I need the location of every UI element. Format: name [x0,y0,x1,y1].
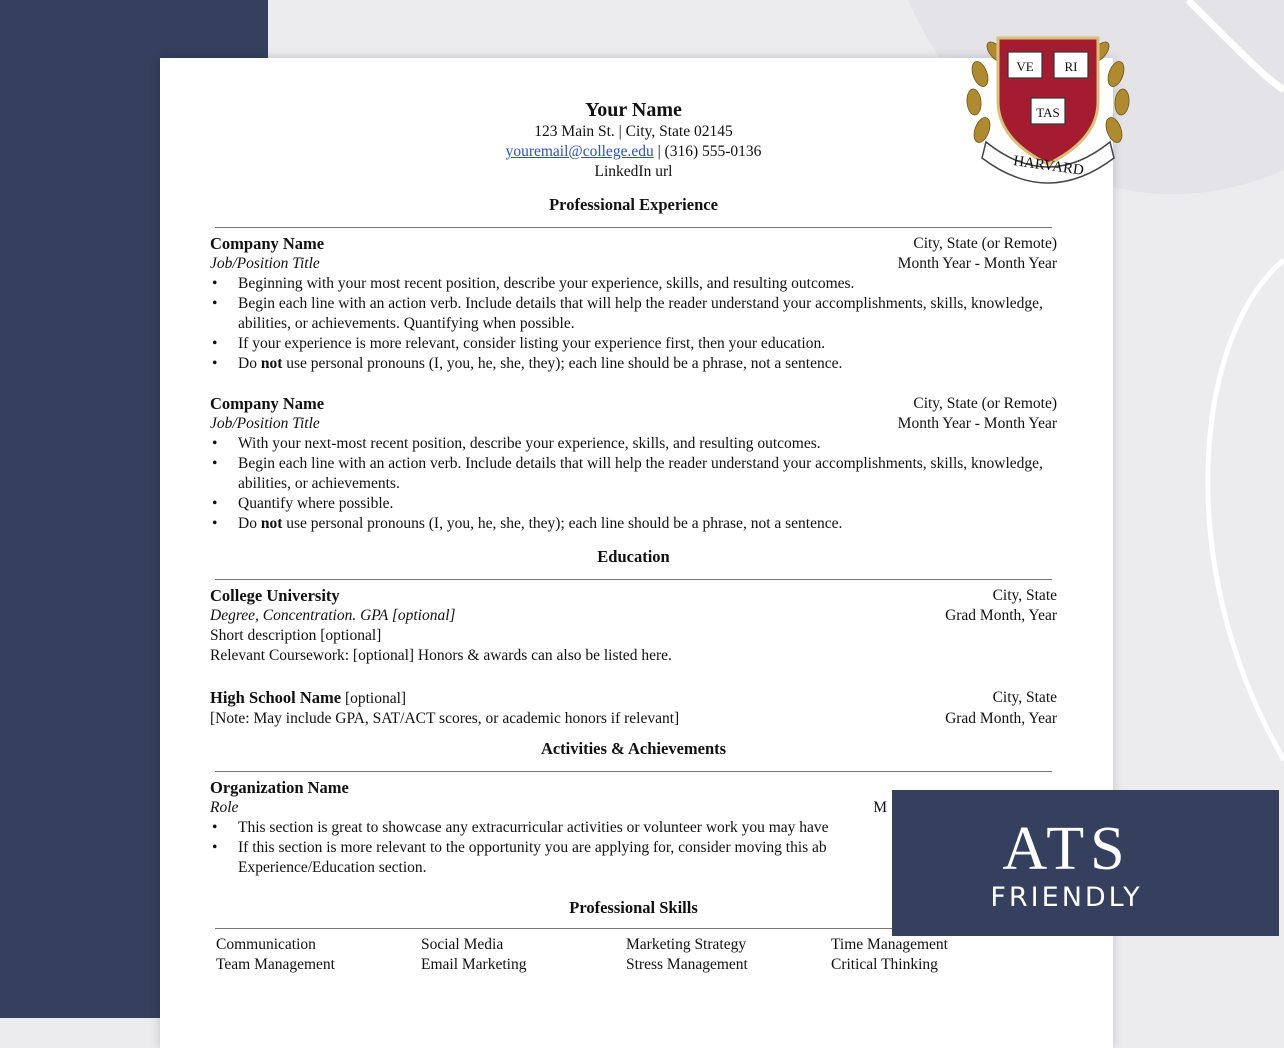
skills-column [831,935,1036,975]
seal-motto-3: TAS [1036,105,1060,120]
optional-note: [optional] [341,690,407,707]
skills-column [626,935,831,975]
activity-date: M [873,799,887,816]
bullet-text: If your experience is more relevant, consider listing your experience first, then your education. [238,335,826,352]
bullet-text: This section is great to showcase any extracurricular activities or volunteer work you may have [238,819,829,836]
bullet-icon: • [212,295,218,312]
email-link[interactable]: youremail@college.edu [505,143,654,160]
resume-name: Your Name [585,99,682,121]
bullet-icon: • [212,819,218,836]
high-school-name: High School Name [210,688,342,707]
company-name: Company Name [210,394,325,413]
bullet-icon: • [212,495,218,512]
list-item [210,294,1057,334]
job-dates: Month Year - Month Year [897,255,1057,272]
bullet-list [210,434,1057,534]
section-divider [215,771,1052,772]
bullet-list [210,274,1057,374]
bullet-text: With your next-most recent position, describe your experience, skills, and resulting outcomes. [238,435,821,452]
bullet-text: Beginning with your most recent position, describe your experience, skills, and resulting outcomes. [238,275,855,292]
bullet-text: If this section is more relevant to the opportunity you are applying for, consider moving this ab Experience/Education section. [238,839,827,876]
seal-text: HARVARD [1012,153,1085,179]
skill-item: Social Media [421,936,504,953]
resume-header [210,98,1057,182]
college-name: College University [210,586,340,605]
job-title: Job/Position Title [210,255,320,272]
college-location: City, State [992,587,1057,604]
company-name: Company Name [210,234,325,253]
list-item [210,274,1057,294]
skills-grid [210,935,1057,975]
list-item [210,514,1057,534]
experience-entry [210,394,1057,534]
education-entry [210,688,1057,729]
skill-item: Team Management [216,956,335,973]
bullet-text: Do [238,355,261,372]
section-divider [215,227,1052,228]
bullet-emphasis: not [260,355,283,372]
job-title: Job/Position Title [210,415,320,432]
skill-item: Stress Management [626,956,748,973]
list-item [210,454,1057,494]
bullet-emphasis: not [260,515,283,532]
skill-item: Critical Thinking [831,956,938,973]
bullet-icon: • [212,435,218,452]
bullet-text: Begin each line with an action verb. Include details that will help the reader understand your accomplishments, skills, knowledge, abilities, or achievements. Quantifying when possible. [238,295,1043,332]
list-item [210,838,898,878]
seal-motto-2: RI [1064,59,1078,74]
bullet-icon: • [212,355,218,372]
skill-item: Marketing Strategy [626,936,747,953]
job-location: City, State (or Remote) [913,235,1057,252]
list-item [210,334,1057,354]
skill-item: Communication [216,936,316,953]
section-title-experience: Professional Experience [549,195,718,214]
job-dates: Month Year - Month Year [897,415,1057,432]
list-item [210,354,1057,374]
bullet-text: use personal pronouns (I, you, he, she, they); each line should be a phrase, not a sentence. [282,355,843,372]
bullet-icon: • [212,335,218,352]
high-school-note: [Note: May include GPA, SAT/ACT scores, or academic honors if relevant] [210,710,680,727]
degree: Degree, Concentration. GPA [optional] [210,607,456,624]
organization-name: Organization Name [210,778,349,797]
section-title-activities: Activities & Achievements [540,739,727,758]
skills-column [216,935,421,975]
skill-item: Time Management [831,936,948,953]
grad-date: Grad Month, Year [945,710,1057,727]
contact-line [210,142,1057,162]
grad-date: Grad Month, Year [945,607,1057,624]
skills-column [421,935,626,975]
list-item [210,494,1057,514]
coursework: Relevant Coursework: [optional] Honors & awards can also be listed here. [210,647,672,664]
bullet-text: Quantify where possible. [238,495,394,512]
section-title-education: Education [597,547,670,566]
high-school-location: City, State [992,689,1057,706]
experience-entry [210,234,1057,374]
seal-motto-1: VE [1016,59,1034,74]
resume-address: 123 Main St. | City, State 02145 [534,123,733,140]
activity-role: Role [210,799,239,816]
harvard-seal-logo [958,24,1138,184]
linkedin-line: LinkedIn url [594,163,673,180]
bullet-text: Do [238,515,261,532]
education-entry [210,586,1057,666]
ats-title: ATS [1002,815,1131,883]
skill-item: Email Marketing [421,956,527,973]
job-location: City, State (or Remote) [913,395,1057,412]
ats-subtitle: FRIENDLY [990,882,1143,913]
phone-number: | (316) 555-0136 [657,143,762,160]
list-item [210,434,1057,454]
section-divider [215,579,1052,580]
bullet-icon: • [212,515,218,532]
bullet-icon: • [212,455,218,472]
section-title-skills: Professional Skills [569,898,698,917]
bullet-icon: • [212,839,218,856]
college-description: Short description [optional] [210,627,382,644]
bullet-text: use personal pronouns (I, you, he, she, they); each line should be a phrase, not a sentence. [282,515,843,532]
bullet-icon: • [212,275,218,292]
bullet-text: Begin each line with an action verb. Include details that will help the reader understand your accomplishments, skills, knowledge, abilities, or achievements. [238,455,1043,492]
ats-friendly-badge [892,790,1279,936]
